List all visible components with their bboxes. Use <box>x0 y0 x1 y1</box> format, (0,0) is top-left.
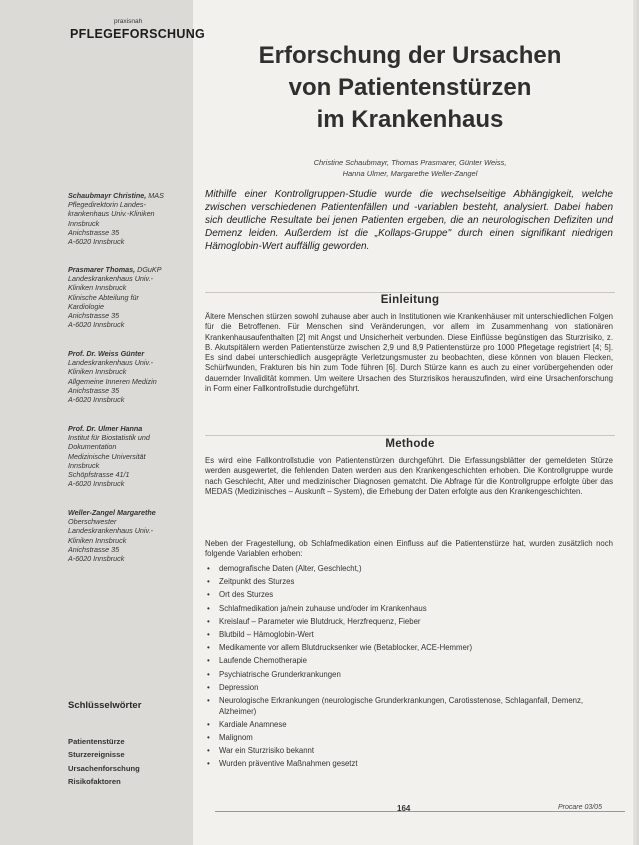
list-item <box>205 683 615 694</box>
list-item <box>205 746 615 757</box>
list-item-text: Schlafmedikation ja/nein zuhause und/oder im Krankenhaus <box>219 603 427 613</box>
list-item <box>205 696 615 718</box>
list-item <box>205 733 615 744</box>
affiliation-line: Anichstrasse 35 <box>68 544 120 554</box>
bullet-icon: • <box>207 616 210 626</box>
affiliation-line: Institut für Biostatistik und <box>68 433 150 443</box>
section-divider <box>205 435 615 436</box>
affiliation-block <box>68 508 188 563</box>
list-item <box>205 759 615 770</box>
affiliation-name: Schaubmayr Christine, <box>68 191 147 200</box>
abstract: Mithilfe einer Kontrollgruppen-Studie wurde die wechselseitige Abhängigkeit, welche zwischen verschiedenen Patientenfällen und -variablen besteht, analysiert. Dabei haben sich deutliche Resultate bei jenen Patienten ergeben, die an neurologischen Defiziten und Demenz leiden. Außerdem ist die „Kollaps-Gruppe" durch einen signifikant niedrigen Hämoglobin-Wert auffällig geworden. <box>205 189 613 252</box>
list-item <box>205 643 615 654</box>
bullet-icon: • <box>207 656 210 666</box>
title-line: von Patientenstürzen <box>288 74 532 101</box>
list-item <box>205 630 615 641</box>
affiliation-line: Kardiologie <box>68 301 104 311</box>
list-item-text: Psychiatrische Grunderkrankungen <box>219 669 341 679</box>
title-line: im Krankenhaus <box>316 106 504 133</box>
author-line: Christine Schaubmayr, Thomas Prasmarer, Günter Weiss, <box>313 158 507 167</box>
keywords-list <box>68 735 140 788</box>
bullet-icon: • <box>207 629 210 639</box>
list-item <box>205 590 615 601</box>
bullet-icon: • <box>207 759 210 769</box>
affiliation-line: Medizinische Universität <box>68 451 146 461</box>
list-item <box>205 720 615 731</box>
list-item-text: Wurden präventive Maßnahmen gesetzt <box>219 759 358 769</box>
list-item-text: War ein Sturzrisiko bekannt <box>219 746 315 756</box>
methode-intro-variables: Neben der Fragestellung, ob Schlafmedikation einen Einfluss auf die Patientenstürze hat, wurden zusätzlich noch folgende Variablen erhoben: <box>205 539 613 559</box>
section-heading-einleitung: Einleitung <box>380 294 440 306</box>
affiliation-line: Pflegedirektorin Landes- <box>68 200 146 210</box>
affiliation-line: Klinische Abteilung für <box>68 292 139 302</box>
keyword: Ursachenforschung <box>68 763 140 773</box>
bullet-icon: • <box>207 590 210 600</box>
section-divider <box>205 292 615 293</box>
keyword: Risikofaktoren <box>68 776 121 786</box>
article-title <box>205 40 615 136</box>
bullet-icon: • <box>207 564 210 573</box>
affiliation-suffix: DGuKP <box>135 265 162 274</box>
affiliation-line: Anichstrasse 35 <box>68 385 120 395</box>
list-item-text: Malignom <box>219 733 253 743</box>
affiliation-line: A-6020 Innsbruck <box>68 395 125 405</box>
bullet-icon: • <box>207 719 210 729</box>
methode-text: Es wird eine Fallkontrollstudie von Patientenstürzen durchgeführt. Die Erfassungsblätter der gemeldeten Stürze werden ausgewertet, die fehlenden Daten werden aus den Krankengeschichten erhoben. Die Kontrollgruppe wurde nach Geschlecht, Alter und medizinischer Diagnosen gematcht. Die Abfrage für die Kontrollgruppe erfolgte über das MEDAS (Medizinisches – Auskunft – System), die Erhebung der Daten erfolgte aus den Krankengeschichten. <box>205 456 613 496</box>
affiliation-line: A-6020 Innsbruck <box>68 237 125 247</box>
affiliation-line: A-6020 Innsbruck <box>68 554 125 564</box>
list-item-text: Zeitpunkt des Sturzes <box>219 577 295 587</box>
affiliation-line: A-6020 Innsbruck <box>68 479 125 489</box>
affiliation-line: Oberschwester <box>68 517 117 527</box>
affiliation-line: Allgemeine Inneren Medizin <box>68 376 157 386</box>
bullet-icon: • <box>207 669 210 679</box>
affiliation-line: A-6020 Innsbruck <box>68 320 125 330</box>
list-item-text: Kardiale Anamnese <box>219 719 287 729</box>
affiliation-line: Dokumentation <box>68 442 117 452</box>
affiliation-line: Kliniken Innsbruck <box>68 367 127 377</box>
footer-rule <box>215 811 625 812</box>
list-item-text: Depression <box>219 682 259 692</box>
affiliation-line: Landeskrankenhaus Univ.- <box>68 358 153 368</box>
affiliation-line: Landeskrankenhaus Univ.- <box>68 526 153 536</box>
list-item-text: Laufende Chemotherapie <box>219 656 307 666</box>
list-item-text: demografische Daten (Alter, Geschlecht,) <box>219 564 362 573</box>
affiliation-name: Prof. Dr. Weiss Günter <box>68 349 145 358</box>
scan-edge <box>633 0 639 845</box>
affiliation-name: Weller-Zangel Margarethe <box>68 508 156 517</box>
bullet-icon: • <box>207 603 210 613</box>
affiliation-line: Innsbruck <box>68 460 100 470</box>
brand-logo: PFLEGEFORSCHUNG <box>70 27 206 41</box>
affiliation-line: Schöpfstrasse 41/1 <box>68 470 130 480</box>
affiliation-line: Landeskrankenhaus Univ.- <box>68 274 153 284</box>
section-heading-methode: Methode <box>385 438 435 450</box>
affiliation-name: Prasmarer Thomas, <box>68 265 136 274</box>
keywords-heading: Schlüsselwörter <box>68 700 142 711</box>
list-item <box>205 656 615 667</box>
sidebar-background <box>0 0 193 845</box>
list-item <box>205 564 615 575</box>
variables-list <box>205 564 615 773</box>
bullet-icon: • <box>207 577 210 587</box>
affiliation-line: Innsbruck <box>68 218 100 228</box>
affiliation-line: krankenhaus Univ.-Kliniken <box>68 209 155 219</box>
list-item-text: Blutbild – Hämoglobin-Wert <box>219 629 314 639</box>
affiliation-line: Kliniken Innsbruck <box>68 535 127 545</box>
journal-issue: Procare 03/05 <box>558 804 602 811</box>
affiliation-name: Prof. Dr. Ulmer Hanna <box>68 424 143 433</box>
affiliation-block <box>68 424 188 488</box>
affiliation-block <box>68 349 188 404</box>
title-line: Erforschung der Ursachen <box>258 42 562 69</box>
list-item-text: Neurologische Erkrankungen (neurologische Grunderkrankungen, Carotisstenose, Schlaganfall, Demenz, Alzheimer) <box>219 695 584 716</box>
affiliation-line: Anichstrasse 35 <box>68 227 120 237</box>
affiliation-line: Anichstrasse 35 <box>68 311 120 321</box>
einleitung-text: Ältere Menschen stürzen sowohl zuhause aber auch in Institutionen wie Krankenhäuser mit unterschiedlichen Folgen für die Betroffenen. Für Menschen sind Veränderungen, vor allem im Zusammenhang von stationären Krankenhausaufenthalten [2] mit Angst und Unsicherheit verbunden. Diese Einflüsse begünstigen das Sturzrisiko, z. B. Akutspitälern werden Patientenstürze zwischen 2,9 und 8,9 Patientenstürze pro 1000 Pflegetage registriert [4; 5]. Es sind dabei unterschiedlich ausgeprägte Verletzungsmuster zu beobachten, diese können von blauen Flecken, Schürfwunden, Frakturen bis hin zum Tode führen [6]. Durch Stürze kann es auch zu einer vorübergehenden oder dauernder Invalidität kommen. Um weitere Ursachen des Sturzrisikos herauszufinden, wird eine Ursachenforschung in Form einer Fallkontrollstudie durchgeführt. <box>205 312 613 394</box>
list-item-text: Ort des Sturzes <box>219 590 274 600</box>
keyword: Patientenstürze <box>68 737 125 746</box>
list-item <box>205 617 615 628</box>
list-item <box>205 604 615 615</box>
keyword: Sturzereignisse <box>68 750 125 760</box>
bullet-icon: • <box>207 643 210 653</box>
author-list <box>205 157 615 179</box>
list-item-text: Kreislauf – Parameter wie Blutdruck, Herzfrequenz, Fieber <box>219 616 421 626</box>
bullet-icon: • <box>207 746 210 756</box>
affiliation-block <box>68 265 188 329</box>
list-item <box>205 670 615 681</box>
author-line: Hanna Ulmer, Margarethe Weller-Zangel <box>342 169 478 178</box>
affiliation-suffix: MAS <box>146 191 164 200</box>
bullet-icon: • <box>207 682 210 692</box>
page-number: 164 <box>397 804 411 813</box>
bullet-icon: • <box>207 695 210 705</box>
list-item-text: Medikamente vor allem Blutdrucksenker wie (Betablocker, ACE-Hemmer) <box>219 643 473 653</box>
brand-superscript: praxisnah <box>114 18 143 25</box>
list-item <box>205 577 615 588</box>
affiliation-block <box>68 191 188 246</box>
affiliation-line: Kliniken Innsbruck <box>68 283 127 293</box>
bullet-icon: • <box>207 733 210 743</box>
